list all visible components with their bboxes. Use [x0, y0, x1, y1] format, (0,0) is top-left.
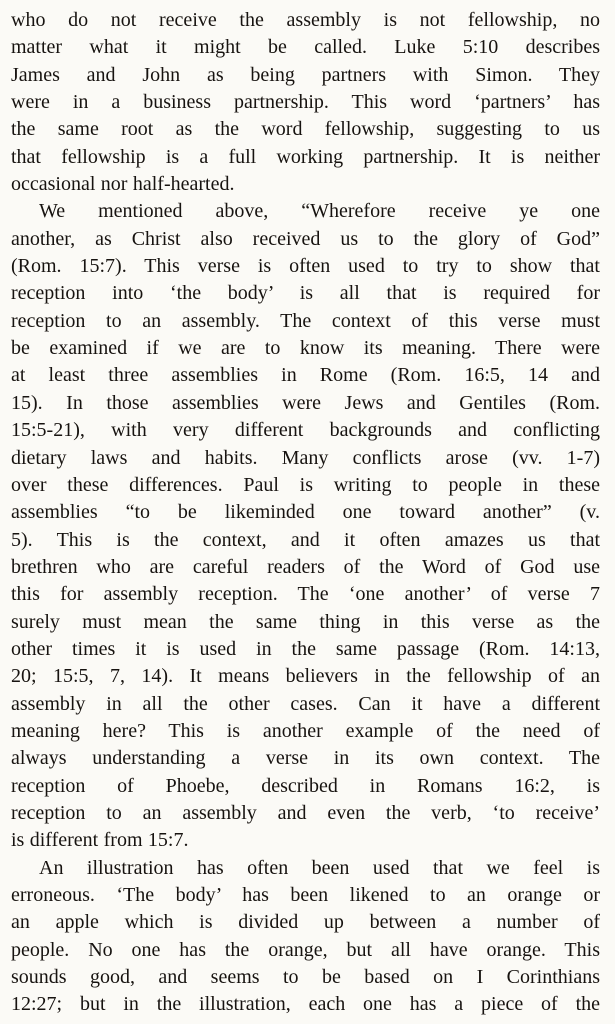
text-line: reception to an assembly and even the verb, ‘to receive’: [11, 801, 600, 824]
text-line: were in a business partnership. This word ‘partners’ has: [11, 91, 600, 114]
text-line: reception into ‘the body’ is all that is required for: [11, 282, 600, 305]
text-line: reception to an assembly. The context of this verse must: [11, 309, 600, 332]
text-line: sounds good, and seems to be based on I Corinthians: [11, 966, 600, 989]
text-line: occasional nor half-hearted.: [11, 173, 235, 196]
text-line: 20; 15:5, 7, 14). It means believers in the fellowship of an: [11, 665, 600, 688]
paragraph: [11, 198, 600, 854]
text-line: meaning here? This is another example of the need of: [11, 719, 600, 742]
text-line: always understanding a verse in its own context. The: [11, 747, 600, 770]
paragraph: [11, 855, 600, 1019]
text-line: We mentioned above, “Wherefore receive ye one: [39, 200, 600, 223]
text-line: the same root as the word fellowship, suggesting to us: [11, 118, 600, 141]
text-line: dietary laws and habits. Many conflicts arose (vv. 1-7): [11, 446, 600, 469]
text-line: An illustration has often been used that we feel is: [39, 856, 600, 879]
text-line: (Rom. 15:7). This verse is often used to try to show that: [11, 255, 600, 278]
text-line: other times it is used in the same passage (Rom. 14:13,: [11, 637, 600, 660]
text-line: assemblies “to be likeminded one toward another” (v.: [11, 501, 600, 524]
text-line: that fellowship is a full working partnership. It is neither: [11, 145, 600, 168]
text-line: reception of Phoebe, described in Romans 16:2, is: [11, 774, 600, 797]
text-line: 15). In those assemblies were Jews and Gentiles (Rom.: [11, 391, 600, 414]
text-line: 12:27; but in the illustration, each one has a piece of the: [11, 993, 600, 1016]
text-line: 15:5-21), with very different backgrounds and conflicting: [11, 419, 600, 442]
text-line: at least three assemblies in Rome (Rom. 16:5, 14 and: [11, 364, 600, 387]
text-line: who do not receive the assembly is not fellowship, no: [11, 9, 600, 31]
text-line: assembly in all the other cases. Can it have a different: [11, 692, 600, 715]
text-line: over these differences. Paul is writing to people in these: [11, 473, 600, 496]
text-line: another, as Christ also received us to the glory of God”: [11, 227, 600, 250]
text-line: be examined if we are to know its meaning. There were: [11, 337, 600, 360]
text-line: an apple which is divided up between a number of: [11, 911, 600, 934]
text-line: is different from 15:7.: [11, 829, 189, 852]
text-line: brethren who are careful readers of the Word of God use: [11, 555, 600, 578]
text-line: erroneous. ‘The body’ has been likened to an orange or: [11, 884, 600, 906]
text-line: this for assembly reception. The ‘one another’ of verse 7: [11, 583, 600, 606]
text-line: surely must mean the same thing in this verse as the: [11, 610, 600, 633]
paragraph: [11, 7, 600, 198]
text-line: matter what it might be called. Luke 5:10 describes: [11, 36, 600, 59]
text-line: James and John as being partners with Simon. They: [11, 63, 600, 86]
text-line: 5). This is the context, and it often amazes us that: [11, 528, 600, 551]
text-line: people. No one has the orange, but all have orange. This: [11, 938, 600, 961]
